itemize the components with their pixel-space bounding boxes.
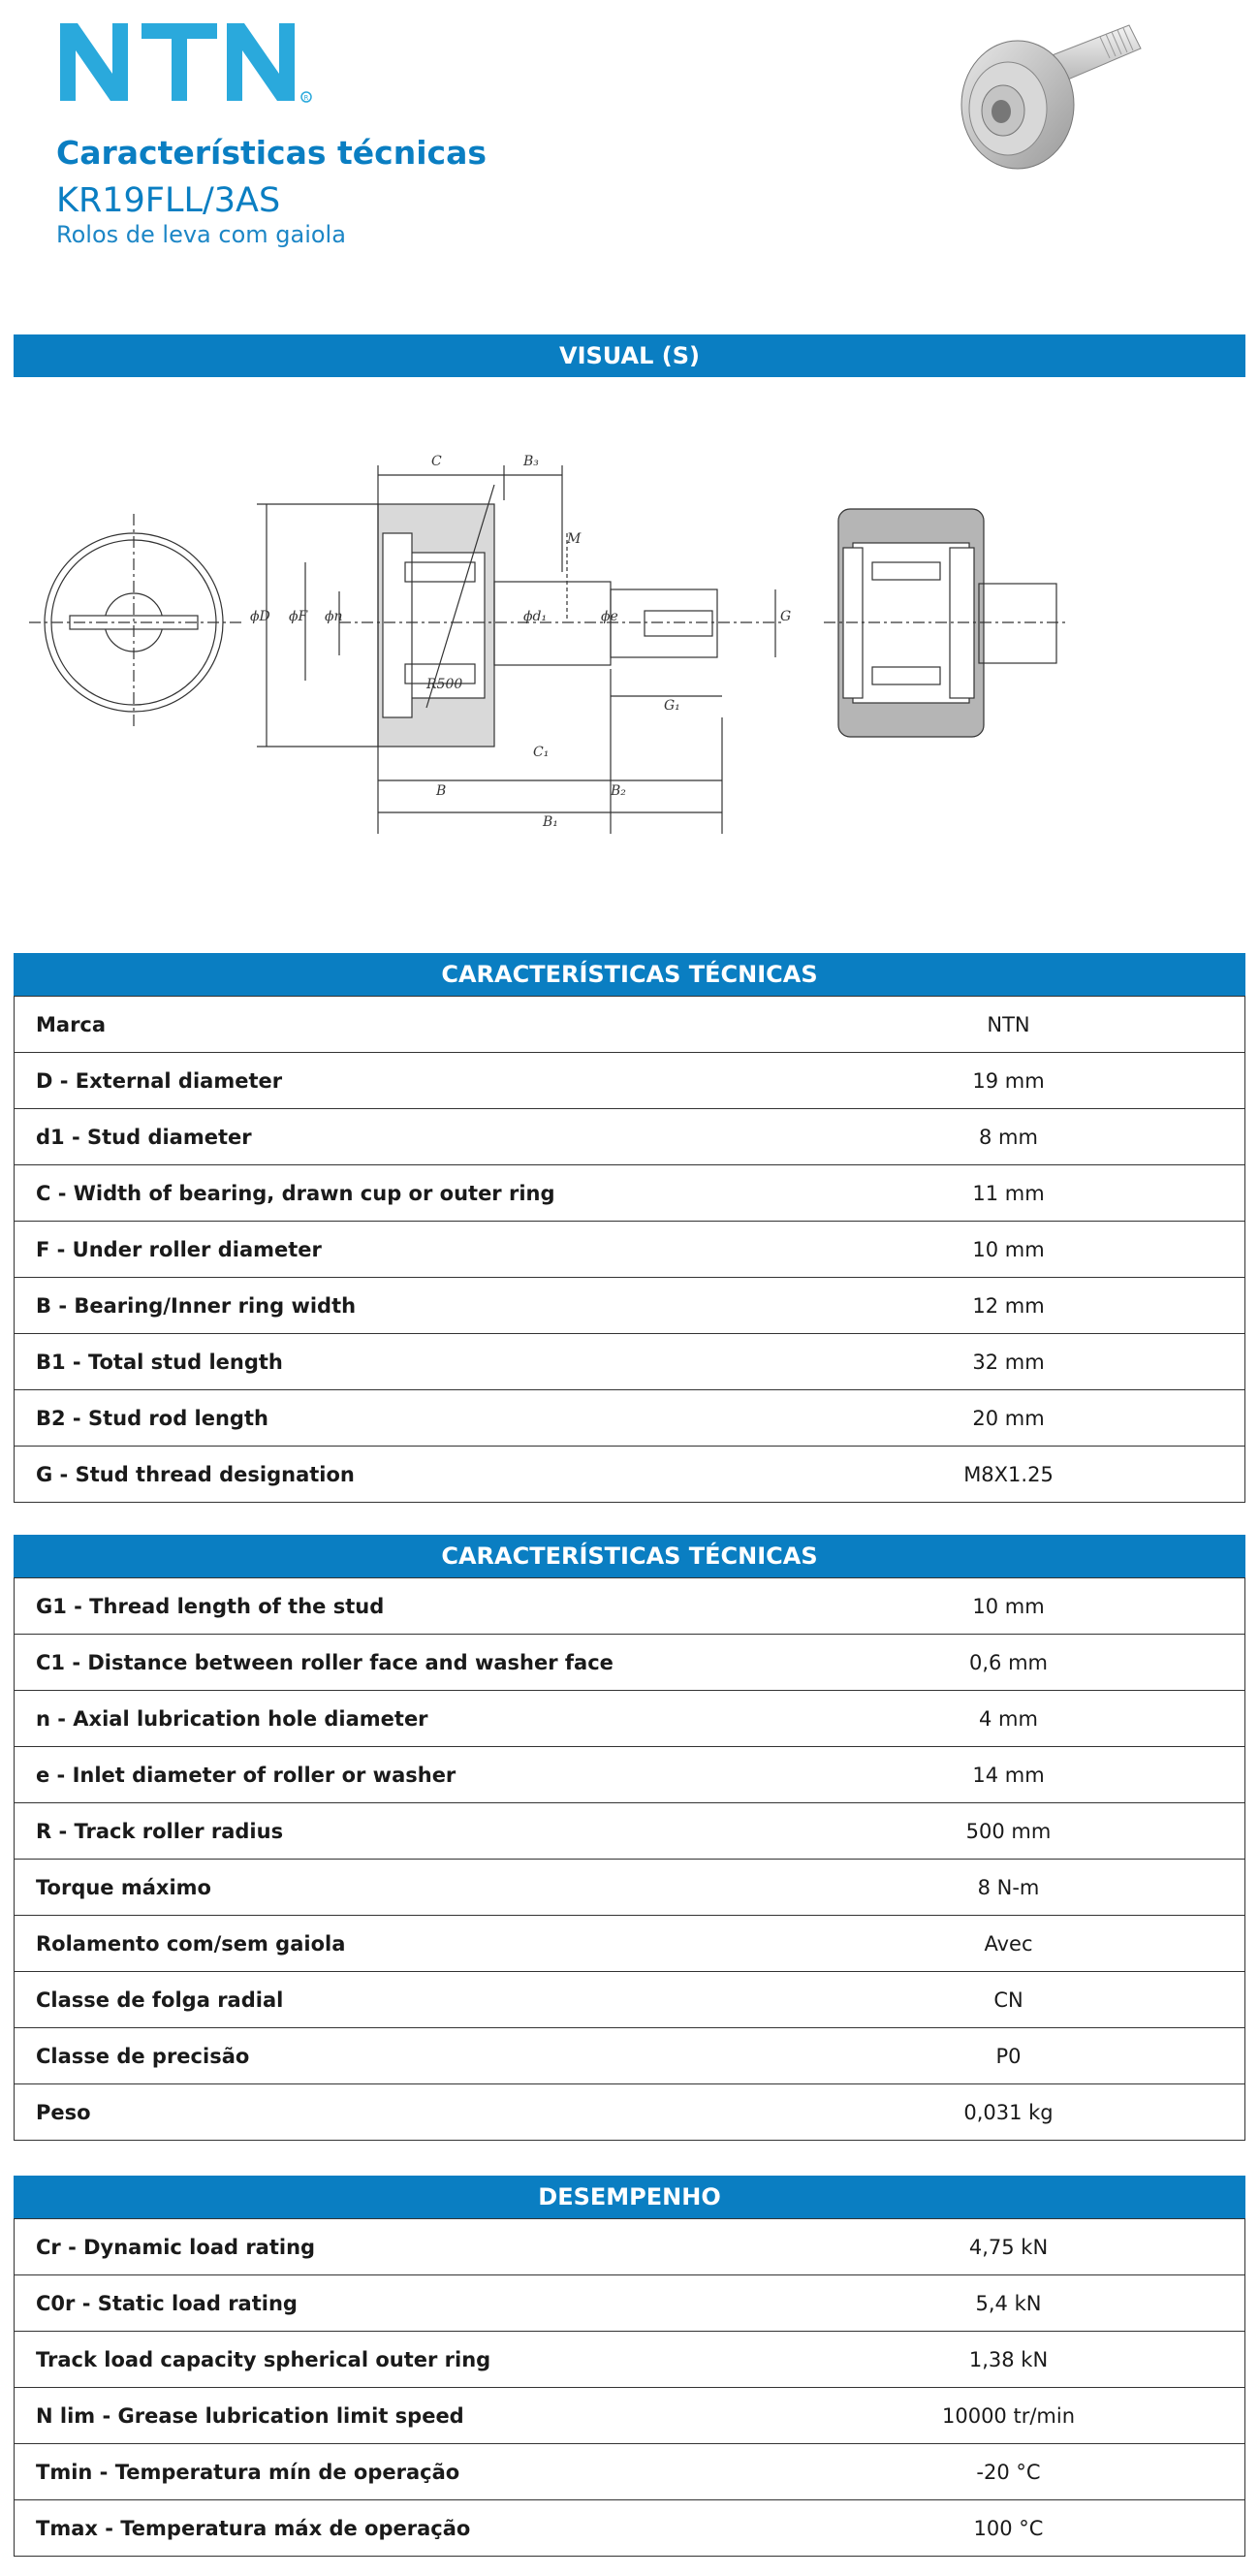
section-tech2-header: CARACTERÍSTICAS TÉCNICAS — [14, 1535, 1245, 1577]
table-row — [15, 1860, 1245, 1916]
dim-label-r: R500 — [426, 677, 463, 692]
perf-table — [14, 2218, 1245, 2557]
spec-label: Cr - Dynamic load rating — [15, 2219, 812, 2275]
spec-label: C - Width of bearing, drawn cup or outer ring — [15, 1165, 812, 1222]
table-row — [15, 1109, 1245, 1165]
spec-value: M8X1.25 — [811, 1447, 1245, 1503]
table-row — [15, 1803, 1245, 1860]
table-row — [15, 2444, 1245, 2500]
table-row — [15, 2219, 1245, 2275]
table-row — [15, 1447, 1245, 1503]
table-row — [15, 2028, 1245, 2084]
table-row — [15, 2084, 1245, 2141]
section-tech1-header: CARACTERÍSTICAS TÉCNICAS — [14, 953, 1245, 996]
dim-label-b3: B₃ — [523, 454, 539, 469]
dim-label-d: ϕD — [250, 609, 270, 624]
tech2-table — [14, 1577, 1245, 2141]
spec-label: N lim - Grease lubrication limit speed — [15, 2388, 812, 2444]
spec-value: 10 mm — [811, 1222, 1245, 1278]
dim-label-m: M — [567, 531, 582, 547]
table-row — [15, 1222, 1245, 1278]
spec-value: 8 mm — [811, 1109, 1245, 1165]
table-row — [15, 2388, 1245, 2444]
dim-label-n: ϕn — [325, 609, 343, 624]
spec-value: 0,031 kg — [811, 2084, 1245, 2141]
table-row — [15, 1053, 1245, 1109]
table-row — [15, 2275, 1245, 2332]
page-title: Características técnicas — [56, 134, 488, 172]
spec-value: 20 mm — [811, 1390, 1245, 1447]
dim-label-d1: ϕd₁ — [523, 609, 548, 624]
header — [0, 0, 1259, 291]
table-row — [15, 1691, 1245, 1747]
spec-value: 1,38 kN — [811, 2332, 1245, 2388]
spec-value: Avec — [811, 1916, 1245, 1972]
dim-label-e: ϕe — [601, 609, 618, 624]
product-model: KR19FLL/3AS — [56, 181, 281, 220]
spec-label: n - Axial lubrication hole diameter — [15, 1691, 812, 1747]
svg-text:R: R — [303, 94, 309, 102]
spec-label: d1 - Stud diameter — [15, 1109, 812, 1165]
product-image — [955, 8, 1149, 182]
spec-value: 10 mm — [811, 1578, 1245, 1635]
spec-label: R - Track roller radius — [15, 1803, 812, 1860]
spec-label: Classe de precisão — [15, 2028, 812, 2084]
table-row — [15, 1334, 1245, 1390]
spec-value: 11 mm — [811, 1165, 1245, 1222]
table-row — [15, 1635, 1245, 1691]
spec-label: Classe de folga radial — [15, 1972, 812, 2028]
section-visual-header: VISUAL (S) — [14, 334, 1245, 377]
spec-label: D - External diameter — [15, 1053, 812, 1109]
dim-label-c1: C₁ — [533, 745, 550, 760]
product-category: Rolos de leva com gaiola — [56, 221, 346, 248]
spec-label: B1 - Total stud length — [15, 1334, 812, 1390]
spec-label: Track load capacity spherical outer ring — [15, 2332, 812, 2388]
spec-value: 32 mm — [811, 1334, 1245, 1390]
table-row — [15, 1390, 1245, 1447]
spec-value: 14 mm — [811, 1747, 1245, 1803]
dim-label-b1: B₁ — [543, 814, 558, 830]
spec-value: 5,4 kN — [811, 2275, 1245, 2332]
table-row — [15, 1165, 1245, 1222]
table-row — [15, 1972, 1245, 2028]
table-row — [15, 1916, 1245, 1972]
spec-value: 0,6 mm — [811, 1635, 1245, 1691]
section-perf-header: DESEMPENHO — [14, 2176, 1245, 2218]
table-row — [15, 997, 1245, 1053]
dim-label-b2: B₂ — [611, 783, 626, 799]
spec-label: Tmin - Temperatura mín de operação — [15, 2444, 812, 2500]
spec-label: Tmax - Temperatura máx de operação — [15, 2500, 812, 2557]
spec-value: 12 mm — [811, 1278, 1245, 1334]
spec-value: 100 °C — [811, 2500, 1245, 2557]
spec-label: e - Inlet diameter of roller or washer — [15, 1747, 812, 1803]
spec-value: 4 mm — [811, 1691, 1245, 1747]
spec-value: 19 mm — [811, 1053, 1245, 1109]
spec-value: P0 — [811, 2028, 1245, 2084]
dim-label-g1: G₁ — [664, 698, 680, 714]
spec-label: Rolamento com/sem gaiola — [15, 1916, 812, 1972]
dim-label-f: ϕF — [289, 609, 308, 624]
spec-value: CN — [811, 1972, 1245, 2028]
spec-label: Torque máximo — [15, 1860, 812, 1916]
table-row — [15, 1747, 1245, 1803]
spec-label: Peso — [15, 2084, 812, 2141]
spec-label: G - Stud thread designation — [15, 1447, 812, 1503]
spec-value: 4,75 kN — [811, 2219, 1245, 2275]
spec-label: F - Under roller diameter — [15, 1222, 812, 1278]
spec-label: C1 - Distance between roller face and washer face — [15, 1635, 812, 1691]
dim-label-g: G — [780, 609, 792, 624]
spec-value: -20 °C — [811, 2444, 1245, 2500]
table-row — [15, 2332, 1245, 2388]
ntn-logo — [56, 19, 318, 107]
spec-label: C0r - Static load rating — [15, 2275, 812, 2332]
spec-label: B2 - Stud rod length — [15, 1390, 812, 1447]
spec-label: B - Bearing/Inner ring width — [15, 1278, 812, 1334]
dim-label-b: B — [436, 783, 447, 799]
tech1-table — [14, 996, 1245, 1503]
dim-label-c: C — [431, 454, 442, 469]
spec-label: G1 - Thread length of the stud — [15, 1578, 812, 1635]
spec-value: 10000 tr/min — [811, 2388, 1245, 2444]
technical-drawing — [19, 427, 1241, 853]
table-row — [15, 1578, 1245, 1635]
spec-value: 8 N-m — [811, 1860, 1245, 1916]
table-row — [15, 1278, 1245, 1334]
spec-label: Marca — [15, 997, 812, 1053]
spec-value: 500 mm — [811, 1803, 1245, 1860]
spec-value: NTN — [811, 997, 1245, 1053]
table-row — [15, 2500, 1245, 2557]
